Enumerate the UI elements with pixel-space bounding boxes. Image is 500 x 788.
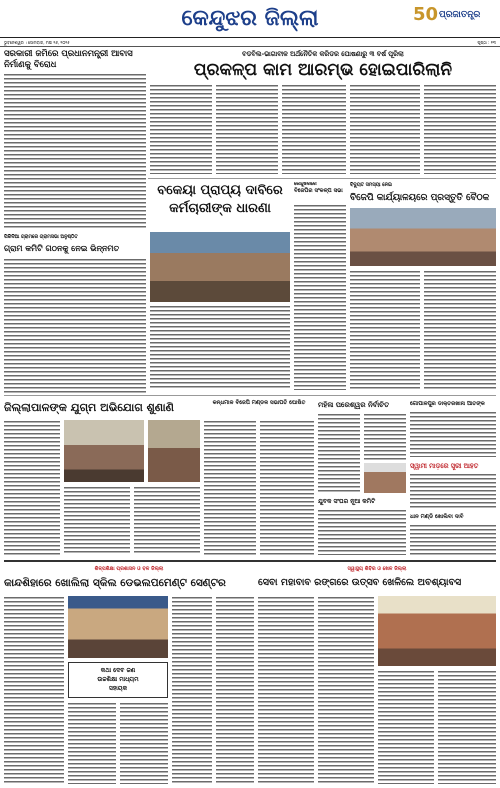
officials-headline-box [204,399,314,417]
left-mid-kicker-box [4,234,146,242]
left-top-body [4,73,146,230]
skill-col-2 [68,702,116,784]
page-number: ପୃଷ୍ଠା : ୧୩ [477,40,496,45]
skill-inset-title-3: ସହାୟକ [108,685,128,692]
skill-col-3 [120,702,168,784]
br-col-2 [318,596,374,784]
youth-body [318,509,406,555]
main-col-2 [216,84,278,174]
women-headline-box [318,399,406,411]
main-headline-box [150,59,496,81]
left-mid-body [4,258,146,393]
main-headline: ପ୍ରକଳ୍ପ କାମ ଆରମ୍ଭ ହୋଇପାରିଲାନି [193,60,453,80]
kosh-body [410,411,496,457]
br-headline: ସେବା ମହାବାବ ରଙ୍ଗରେ ଉତ୍ସବ ଖେଳିଲେ ଅବଶ୍ୟାବସ [258,577,462,588]
officials-col-2 [260,420,314,555]
officials-headline: କନ୍ଧମାଳ ବିଜେପି ମଣ୍ଡଳ ସଭାପତି ଘୋଷିତ [212,400,306,406]
skill-inset-title-2: ଉଚ୍ଚଶିକ୍ଷା ମାଧ୍ୟମ [97,676,139,683]
main-col-5 [424,84,496,174]
power-kicker-box [350,182,496,190]
skill-kicker-box [4,564,254,574]
collector-col-2 [64,486,130,555]
arrears-body [150,305,290,390]
women-headline: ମହିଳା ପରେଶ୍ୱର ନିର୍ବାଚିତ [318,401,390,409]
dateline-bar [0,39,500,47]
narrow-headline: ବିଜେପିର ସଂକଳ୍ପ ସଭା [294,188,343,194]
narrow-body [294,204,346,390]
br-kicker: ସ୍ୱାସ୍ଥ୍ୟ ଶିବିର ଓ ଖେଳ ଜିଲ୍ଲା [347,566,407,572]
left-mid-headline-box [4,243,146,255]
women-col-1 [318,413,360,493]
swami-headline-box [410,461,496,471]
page-title: କେନ୍ଦୁଝର ଜିଲ୍ଲା [181,6,319,31]
skill-col-5 [216,596,254,784]
brand-logo [413,4,497,30]
arrears-headline-2: କର୍ମଚାରୀଙ୍କ ଧାରଣା [169,201,271,216]
skill-col-1 [4,596,64,784]
br-col-4 [438,670,496,784]
youth-headline-box [318,497,406,507]
skill-inset [68,662,168,698]
collector-headline: ଜିଲ୍ଲାପାଳଙ୍କ ଯୁଗ୍ମ ଅଭିଯୋଗ ଶୁଣାଣି [4,401,174,414]
gopal-headline-box [410,512,496,522]
left-mid-kicker: ପିରିଦିଆ ଗ୍ରାମରେ ଗ୍ରାମସଭା ଅନୁଷ୍ଠିତ [4,235,78,240]
left-mid-headline: ଗ୍ରାମ କମିଟି ଗଠନକୁ ନେଇ ଭିନ୍ନମତ [4,244,120,253]
power-col-1 [350,270,420,390]
skill-photo [68,596,168,658]
br-col-1 [258,596,314,784]
power-kicker: ବିଦ୍ୟୁତ ସମସ୍ୟା ନେଇ [350,183,392,188]
collector-col-3 [134,486,200,555]
br-headline-box [258,574,496,592]
logo-name: ପ୍ରଜାତନ୍ତ୍ର [439,10,481,20]
dateline: ଭୁବନେଶ୍ୱର । ସୋମବାର, ମଇ ୨୬, ୨୦୨୫ [4,40,70,45]
gopal-headline: ଧାନ ମଣ୍ଡି ଖୋଲିବା ଦାବି [410,514,464,520]
power-headline-box [350,191,496,205]
youth-headline: ଯୁବକ ସଂଘର ନୂଆ କମିଟି [318,498,376,505]
kosh-headline-box [410,399,496,409]
swami-headline: ସ୍ୱାମୀ ମାଡ଼ରେ ସ୍ତ୍ରୀ ଆହତ [410,462,479,470]
main-kicker-box [150,49,496,59]
collector-headline-box [4,399,200,417]
main-kicker: ବଡବିଲ-ଭାଗାବୀଳ ଅର୍ଥନୈତିକ କରିଡର ଘୋଷଣାରୁ ୩ ବର୍ଷ ପୂରିଲା [242,50,404,58]
masthead [0,0,500,38]
skill-headline: କାନ୍ଦଶିହାରେ ଖୋଲିଲା ସ୍କିଲ ଡେଭଲପମେଣ୍ଟ ସେଣ୍ଟର [4,577,226,589]
skill-col-4 [172,596,212,784]
main-col-1 [150,84,212,174]
left-top-headline-box [4,49,146,71]
skill-headline-box [4,574,254,592]
officials-col-1 [204,420,256,555]
logo-year: 50 [413,4,439,25]
left-top-headline: ସରକାରୀ ଜମିରେ ପ୍ରଧାନମନ୍ତ୍ରୀ ଆବାସ ନିର୍ମାଣକୁ ବିରୋଧ [4,49,133,70]
women-col-2 [364,413,406,461]
main-col-4 [350,84,420,174]
swami-body [410,473,496,509]
gopal-body [410,524,496,555]
collector-photo-2 [148,420,200,482]
br-col-3 [378,670,434,784]
power-headline: ବିଜେପି କାର୍ଯ୍ୟାଳୟରେ ପ୍ରସ୍ତୁତି ବୈଠକ [350,193,490,203]
collector-photo-1 [64,420,144,482]
arrears-headline-1: ବକେୟା ପ୍ରାପ୍ୟ ଦାବିରେ [157,183,283,198]
power-photo [350,208,496,266]
arrears-headline-box [150,182,290,228]
br-kicker-box [258,564,496,574]
br-photo [378,596,496,666]
skill-inset-title-1: କଥା ଦେବ ଜଣ [100,667,136,674]
narrow-headline-box [294,182,346,202]
women-photo [364,463,406,493]
kosh-headline: ଗୋପାଳପୁର ଡାକ୍ତରଖାନା ଆତଙ୍କ [410,401,485,407]
power-col-2 [424,270,496,390]
narrow-kicker: କେନ୍ଦୁଝରରେ [294,182,317,187]
collector-col-1 [4,420,60,555]
main-col-3 [282,84,346,174]
skill-kicker: ଶିଳ୍ପଶିକ୍ଷା ପ୍ରଶାସନ ଓ ବଳ ଜିଲ୍ଲା [94,566,164,572]
arrears-photo [150,232,290,302]
